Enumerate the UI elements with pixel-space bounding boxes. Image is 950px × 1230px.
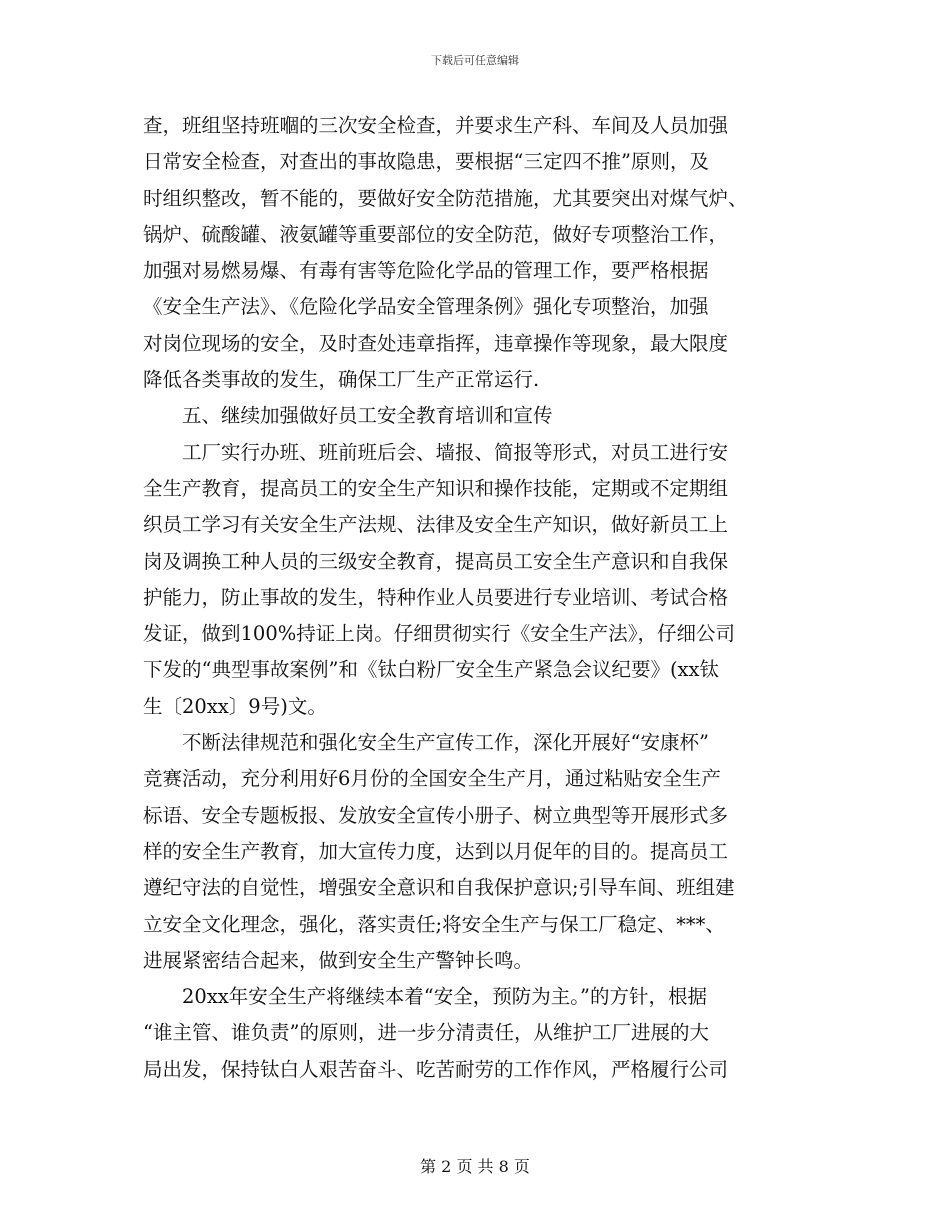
body-line: 标语、安全专题板报、发放安全宣传小册子、树立典型等开展形式多 <box>143 803 729 827</box>
body-line: 织员工学习有关安全生产法规、法律及安全生产知识，做好新员工上 <box>143 513 729 537</box>
body-line: 工厂实行办班、班前班后会、墙报、简报等形式，对员工进行安 <box>143 440 729 464</box>
document-body <box>143 108 803 1088</box>
body-line: 生〔20xx〕9号)文。 <box>143 694 327 718</box>
body-line: 局出发，保持钛白人艰苦奋斗、吃苦耐劳的工作作风，严格履行公司 <box>143 1057 729 1081</box>
body-line: 样的安全生产教育，加大宣传力度，达到以月促年的目的。提高员工 <box>143 839 729 863</box>
body-line: 加强对易燃易爆、有毒有害等危险化学品的管理工作，要严格根据 <box>143 259 709 283</box>
body-line: 日常安全检查，对查出的事故隐患，要根据“三定四不推”原则，及 <box>143 150 709 174</box>
body-line: 遵纪守法的自觉性，增强安全意识和自我保护意识;引导车间、班组建 <box>143 876 735 900</box>
body-line: 岗及调换工种人员的三级安全教育，提高员工安全生产意识和自我保 <box>143 549 729 573</box>
section-heading: 五、继续加强做好员工安全教育培训和宣传 <box>143 404 553 428</box>
body-line: 护能力，防止事故的发生，特种作业人员要进行专业培训、考试合格 <box>143 585 729 609</box>
body-line: 《安全生产法》、《危险化学品安全管理条例》强化专项整治，加强 <box>143 295 709 319</box>
body-line: 时组织整改，暂不能的，要做好安全防范措施，尤其要突出对煤气炉、 <box>143 186 748 210</box>
body-line: 竞赛活动，充分利用好6月份的全国安全生产月，通过粘贴安全生产 <box>143 767 721 791</box>
page-header: 下载后可任意编辑 <box>431 54 519 67</box>
body-line: 不断法律规范和强化安全生产宣传工作，深化开展好“安康杯” <box>143 731 709 755</box>
page-number-footer: 第 2 页 共 8 页 <box>420 1157 530 1176</box>
body-line: 下发的“典型事故案例”和《钛白粉厂安全生产紧急会议纪要》(xx钛 <box>143 658 720 682</box>
body-line: 锅炉、硫酸罐、液氨罐等重要部位的安全防范，做好专项整治工作， <box>143 222 729 246</box>
body-line: 全生产教育，提高员工的安全生产知识和操作技能，定期或不定期组 <box>143 476 729 500</box>
body-line: 降低各类事故的发生，确保工厂生产正常运行. <box>143 368 540 392</box>
body-line: 查，班组坚持班嗰的三次安全检查，并要求生产科、车间及人员加强 <box>143 114 729 137</box>
body-line: 发证，做到100%持证上岗。仔细贯彻实行《安全生产法》，仔细公司 <box>143 622 735 646</box>
body-line: 立安全文化理念，强化，落实责任;将安全生产与保工厂稳定、***、 <box>143 912 725 936</box>
body-line: 进展紧密结合起来，做到安全生产警钟长鸣。 <box>143 948 534 972</box>
body-line: 20xx年安全生产将继续本着“安全，预防为主。”的方针，根据 <box>143 985 707 1009</box>
body-line: 对岗位现场的安全，及时查处违章指挥，违章操作等现象，最大限度 <box>143 331 729 355</box>
body-line: “谁主管、谁负责”的原则，进一步分清责任，从维护工厂进展的大 <box>143 1021 709 1045</box>
